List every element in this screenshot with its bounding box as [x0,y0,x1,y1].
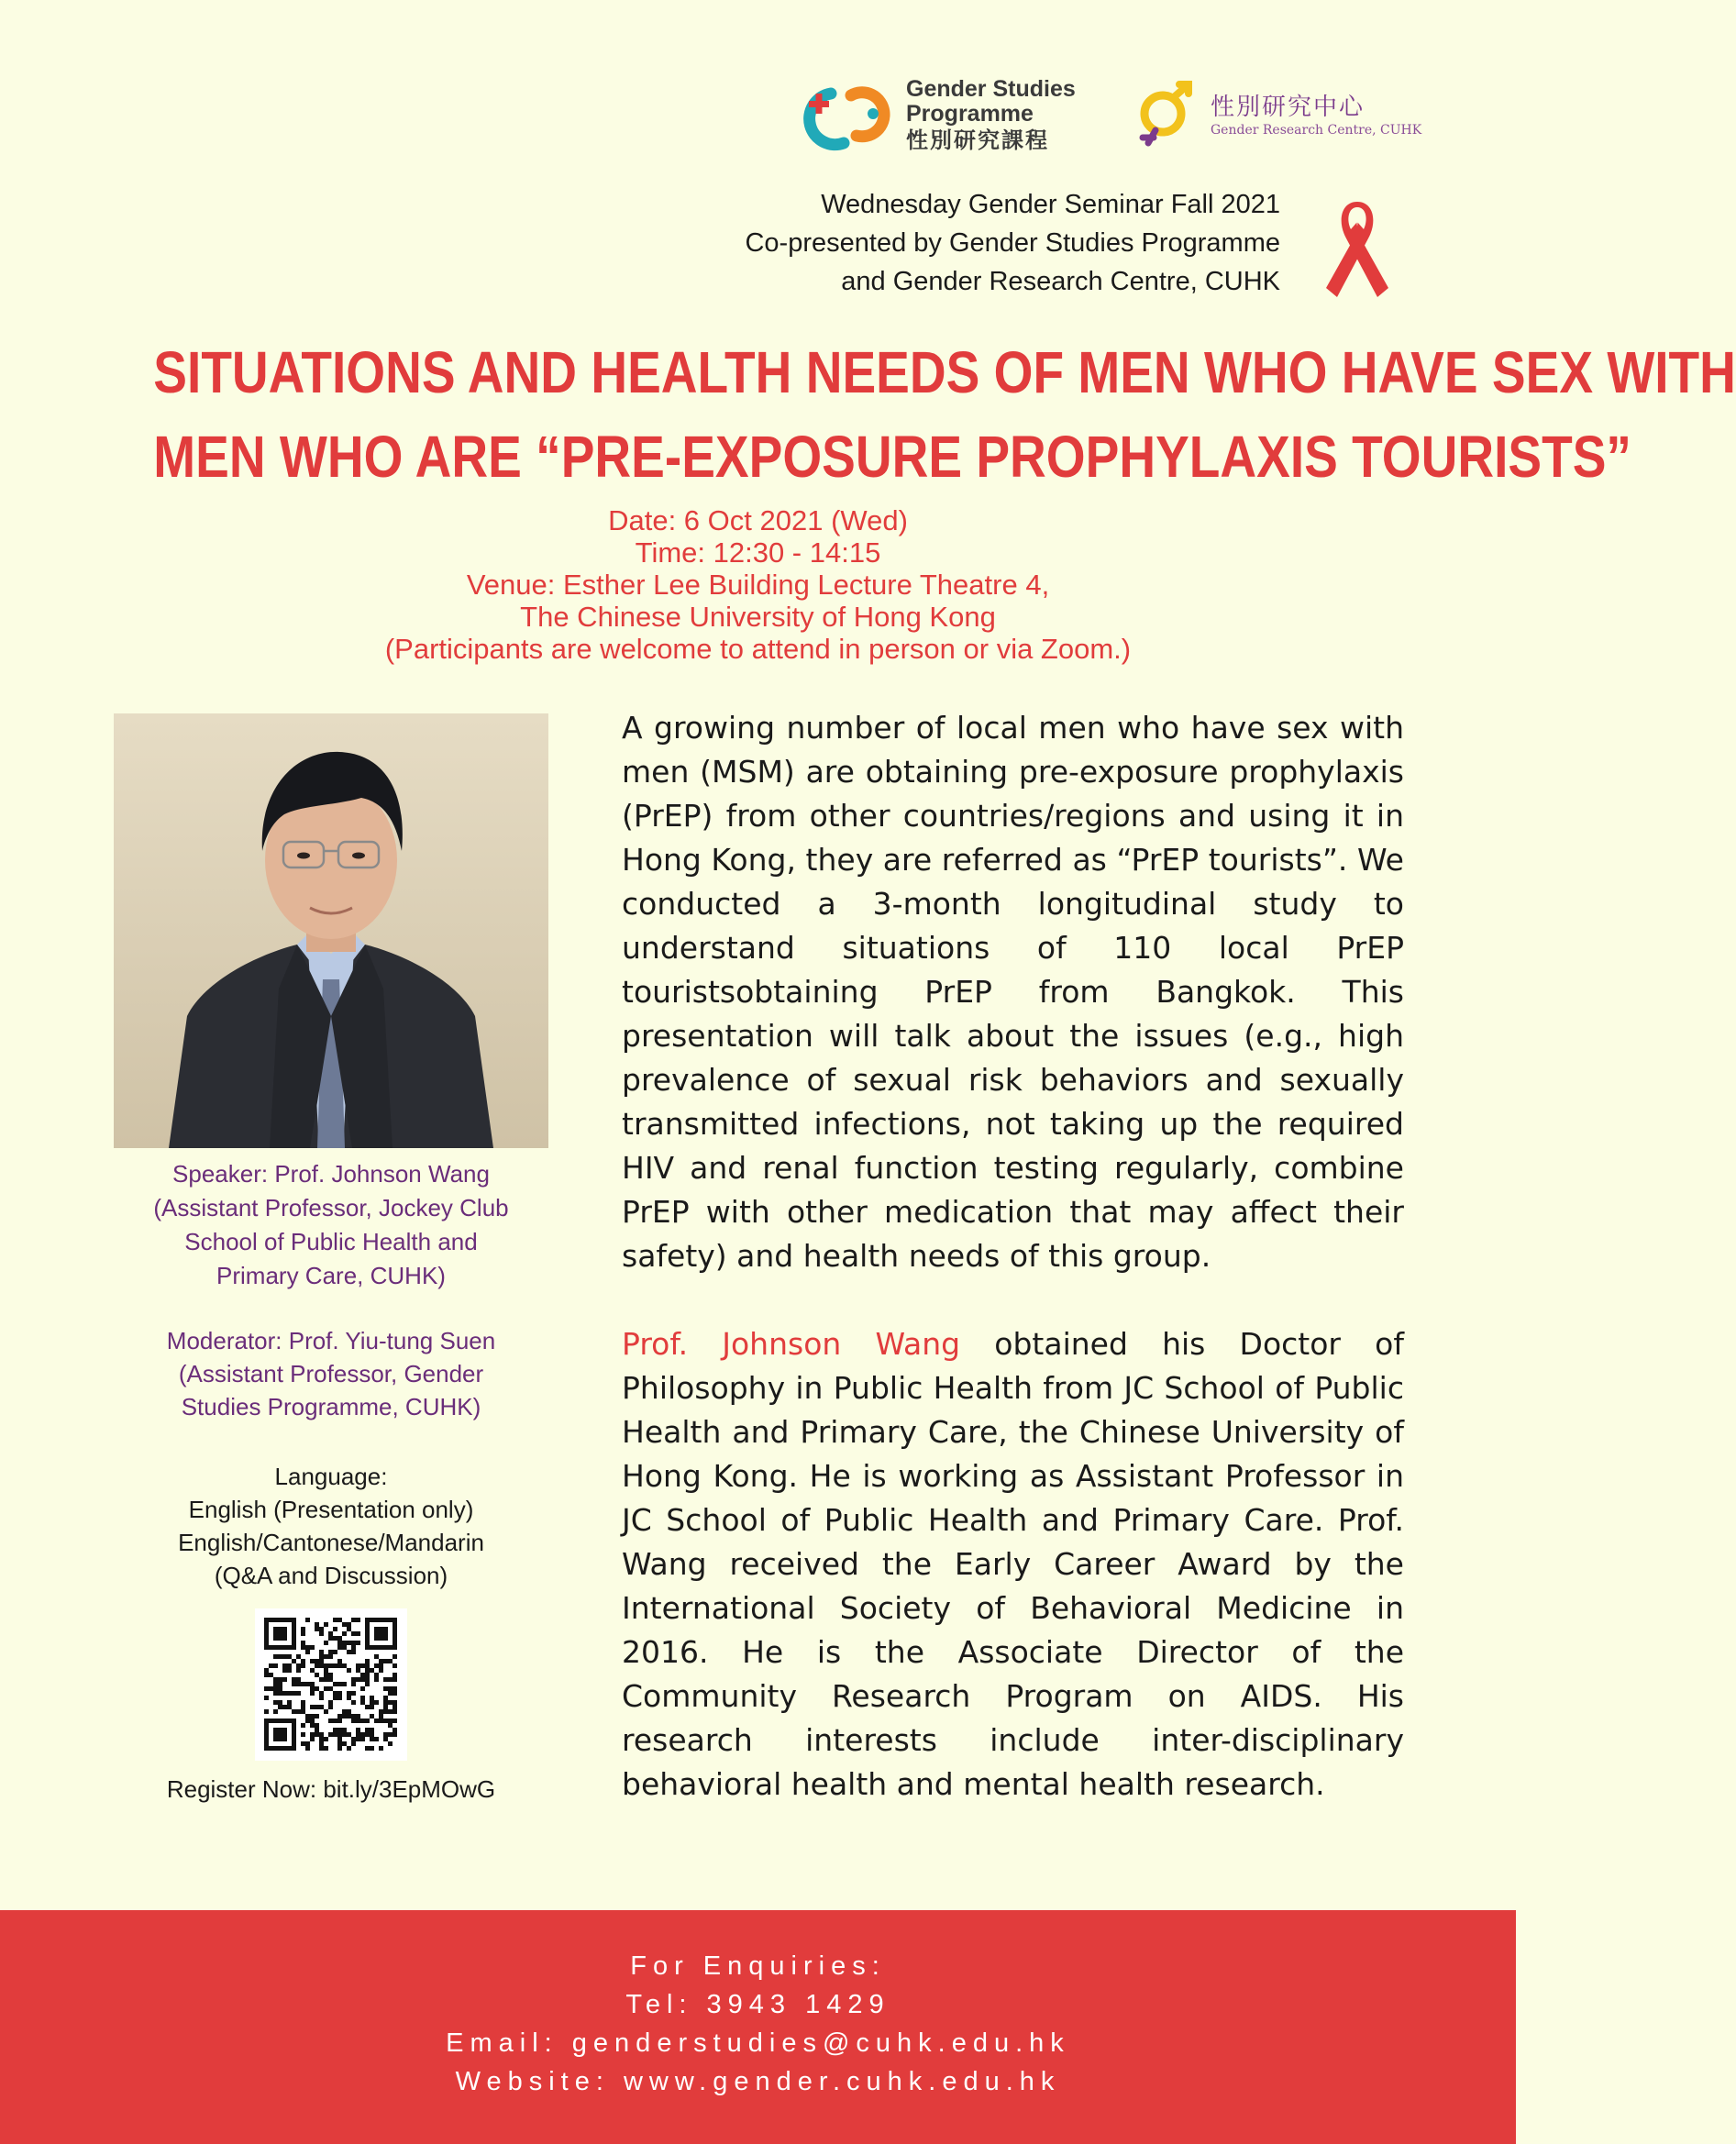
speaker-bio-paragraph [622,1322,1404,1807]
enquiries-label: For Enquiries: [630,1951,886,1981]
moderator-affiliation-1: (Assistant Professor, Gender [178,1360,484,1387]
event-venue: Venue: Esther Lee Building Lecture Theatre 4, [466,569,1050,601]
language-qa: English/Cantonese/Mandarin [178,1529,484,1556]
language-presentation: English (Presentation only) [188,1496,474,1523]
event-info [0,504,1516,665]
speaker-info [114,1157,548,1293]
telephone: Tel: 3943 1429 [625,1990,890,2019]
gsp-logo-line1: Gender Studies [906,76,1076,102]
speaker-affiliation-1: (Assistant Professor, Jockey Club [153,1194,509,1221]
gsp-logo-chinese: 性別研究課程 [906,127,1049,153]
event-venue-university: The Chinese University of Hong Kong [520,601,996,633]
bio-speaker-name: Prof. Johnson Wang [622,1326,961,1362]
moderator-name: Moderator: Prof. Yiu-tung Suen [166,1327,496,1354]
qr-code-icon[interactable] [255,1608,407,1761]
gender-research-centre-logo [1137,79,1440,149]
seminar-series-name: Wednesday Gender Seminar Fall 2021 [821,190,1280,219]
speaker-photo [114,713,548,1148]
language-qa-note: (Q&A and Discussion) [214,1562,448,1589]
co-presenter-line: Co-presented by Gender Studies Programme [745,228,1280,258]
register-link[interactable]: Register Now: bit.ly/3EpMOwG [166,1775,496,1803]
red-ribbon-icon [1321,194,1394,304]
moderator-affiliation-2: Studies Programme, CUHK) [181,1393,481,1420]
contact-footer [0,1910,1516,2144]
title-line-1: SITUATIONS AND HEALTH NEEDS OF MEN WHO HAVE SEX WITH [153,339,1736,405]
speaker-affiliation-2: School of Public Health and [184,1228,478,1255]
bio-text: obtained his Doctor of Philosophy in Public Health from JC School of Public Health and Primary Care, the Chinese University of Hong Kong. He is working as Assistant Professor in JC School of Public Health and Primary Care. Prof. Wang received the Early Career Award by the International Society of Behavioral Medicine in 2016. He is the Associate Director of the Community Research Program on AIDS. His research interests include inter-disciplinary behavioral health and mental health research. [622,1326,1404,1802]
gender-studies-programme-logo [803,77,1106,156]
website-link[interactable]: Website: www.gender.cuhk.edu.hk [455,2067,1061,2096]
speaker-affiliation-3: Primary Care, CUHK) [216,1262,446,1289]
event-time: Time: 12:30 - 14:15 [635,536,881,569]
abstract-paragraph: A growing number of local men who have sex with men (MSM) are obtaining pre-exposure prophylaxis (PrEP) from other countries/regions and using it in Hong Kong, they are referred as “PrEP tourists”. We conducted a 3-month longitudinal study to understand situations of 110 local PrEP touristsobtaining PrEP from Bangkok. This presentation will talk about the issues (e.g., high prevalence of sexual risk behaviors and sexually transmitted infections, not taking up the required HIV and renal function testing regularly, combine PrEP with other medication that may affect their safety) and health needs of this group. [622,710,1404,1274]
seminar-header [745,185,1280,301]
title-line-2: MEN WHO ARE “PRE-EXPOSURE PROPHYLAXIS TOURISTS” [153,424,1631,490]
event-attendance-note: (Participants are welcome to attend in person or via Zoom.) [384,633,1132,665]
language-label: Language: [274,1463,388,1490]
email-link[interactable]: Email: genderstudies@cuhk.edu.hk [446,2028,1070,2058]
language-info [114,1460,548,1592]
moderator-info [114,1324,548,1423]
seminar-title [153,330,1736,499]
speaker-name: Speaker: Prof. Johnson Wang [172,1160,490,1188]
gender-studies-logo-icon [803,77,895,156]
event-date: Date: 6 Oct 2021 (Wed) [608,504,908,536]
grc-logo-english: Gender Research Centre, CUHK [1211,123,1422,138]
co-presenter-line-2: and Gender Research Centre, CUHK [841,267,1280,296]
grc-logo-chinese: 性別研究中心 [1211,94,1366,121]
gender-research-centre-logo-icon [1137,79,1196,149]
gsp-logo-line2: Programme [906,101,1034,127]
